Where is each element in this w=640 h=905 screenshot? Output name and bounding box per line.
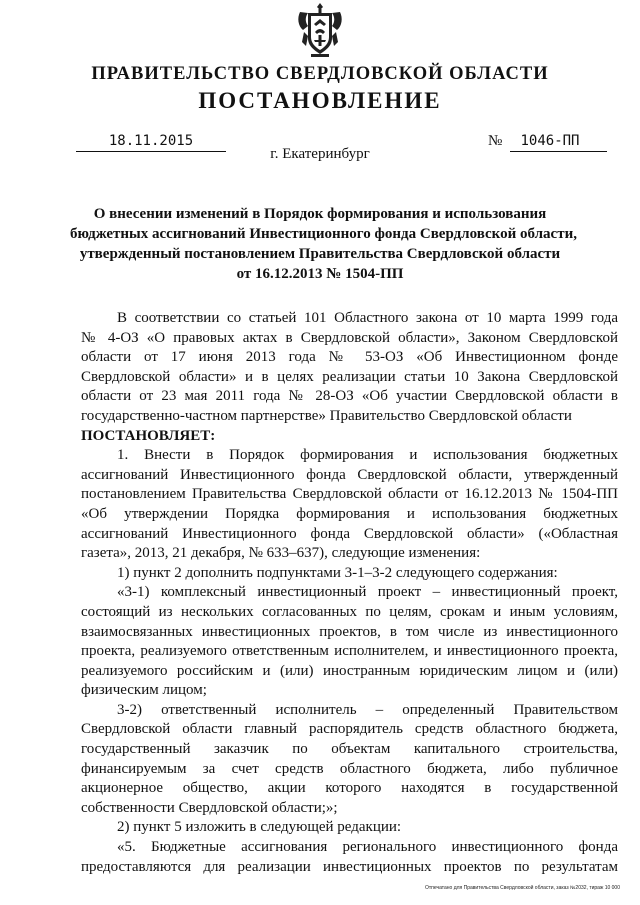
number-sign: № (488, 133, 503, 149)
text-line: ассигнований Инвестиционного фонда Свердловской области» («Областная (81, 525, 618, 542)
coat-of-arms-icon (294, 2, 346, 60)
title-line: бюджетных ассигнований Инвестиционного фонда Свердловской области, (70, 226, 577, 242)
text-line: постановлением Правительства Свердловской области от 16.12.2013 № 1504-ПП (81, 486, 618, 503)
text-line: проекта, реализуемого ответственным исполнителем, и инвестиционного проекта, (81, 643, 618, 660)
document-body (81, 309, 618, 877)
text-line: ассигнований Инвестиционного фонда Свердловской области, утвержденный (81, 466, 618, 483)
subitem-1: 1) пункт 2 дополнить подпунктами 3-1–3-2 следующего содержания: (117, 564, 558, 581)
text-line: акционерное общество, акции которого находятся в государственной (81, 780, 618, 797)
subitem-2: 2) пункт 5 изложить в следующей редакции: (117, 819, 402, 836)
title-line: О внесении изменений в Порядок формирования и использования (93, 206, 547, 222)
text-line: 1. Внести в Порядок формирования и использования бюджетных (117, 447, 618, 464)
text-line: взаимосвязанных инвестиционных проектов, в том числе из инвестиционного (81, 623, 618, 640)
text-line: 3-2) ответственный исполнитель – определенный Правительством (117, 701, 618, 718)
text-line: области от 17 июня 2013 года № 53-ОЗ «Об Инвестиционном фонде (81, 349, 618, 366)
government-name: ПРАВИТЕЛЬСТВО СВЕРДЛОВСКОЙ ОБЛАСТИ (91, 64, 549, 84)
title-line: от 16.12.2013 № 1504-ПП (236, 266, 404, 282)
subpoint-3-1 (81, 583, 618, 701)
document-title (70, 204, 577, 284)
title-line: утвержденный постановлением Правительства Свердловской области (79, 246, 561, 262)
text-line: Свердловской области» и в целях реализации статьи 10 Закона Свердловской (81, 368, 618, 385)
preamble-paragraph (81, 309, 618, 427)
text-line: «3-1) комплексный инвестиционный проект – инвестиционный проект, (117, 584, 618, 601)
text-line: «5. Бюджетные ассигнования регионального инвестиционного фонда (117, 839, 618, 856)
document-number: 1046-ПП (520, 133, 580, 149)
text-line: собственности Свердловской области;»; (81, 799, 338, 816)
print-footer: Отпечатано для Правительства Свердловской области, заказ №2032, тираж 10 000 (424, 885, 620, 891)
text-line: реализуемого российским и (или) иностранным юридическим лицом и (или) (81, 662, 618, 679)
point-5-paragraph (81, 838, 618, 877)
text-line: газета», 2013, 21 декабря, № 633–637), следующие изменения: (81, 545, 481, 562)
text-line: физическим лицом; (81, 682, 207, 699)
text-line: государственный заказчик по объектам капитального строительства, (81, 741, 618, 758)
document-type: ПОСТАНОВЛЕНИЕ (198, 88, 442, 113)
document-date: 18.11.2015 (108, 133, 194, 149)
text-line: Свердловской области главный распорядитель средств областного бюджета, (81, 721, 618, 738)
text-line: области от 23 мая 2011 года № 28-ОЗ «Об участии Свердловской области в (81, 388, 618, 405)
text-line: состоящий из нескольких согласованных по целям, срокам и иным условиям, (81, 603, 618, 620)
subpoint-3-2 (81, 701, 618, 819)
text-line: В соответствии со статьей 101 Областного закона от 10 марта 1999 года (117, 310, 618, 326)
resolves-heading: ПОСТАНОВЛЯЕТ: (81, 427, 216, 444)
item-1-paragraph (81, 446, 618, 564)
text-line: финансируемым за счет средств областного бюджета, либо публичное (81, 760, 618, 777)
city: г. Екатеринбург (270, 146, 370, 162)
text-line: «Об утверждении Порядка формирования и использования бюджетных (81, 505, 618, 522)
text-line: предоставляются для реализации инвестиционных проектов по результатам (81, 858, 618, 875)
text-line: № 4-ОЗ «О правовых актах в Свердловской области», Законом Свердловской (81, 329, 618, 346)
text-line: государственно-частном партнерстве» Правительство Свердловской области (81, 407, 572, 424)
